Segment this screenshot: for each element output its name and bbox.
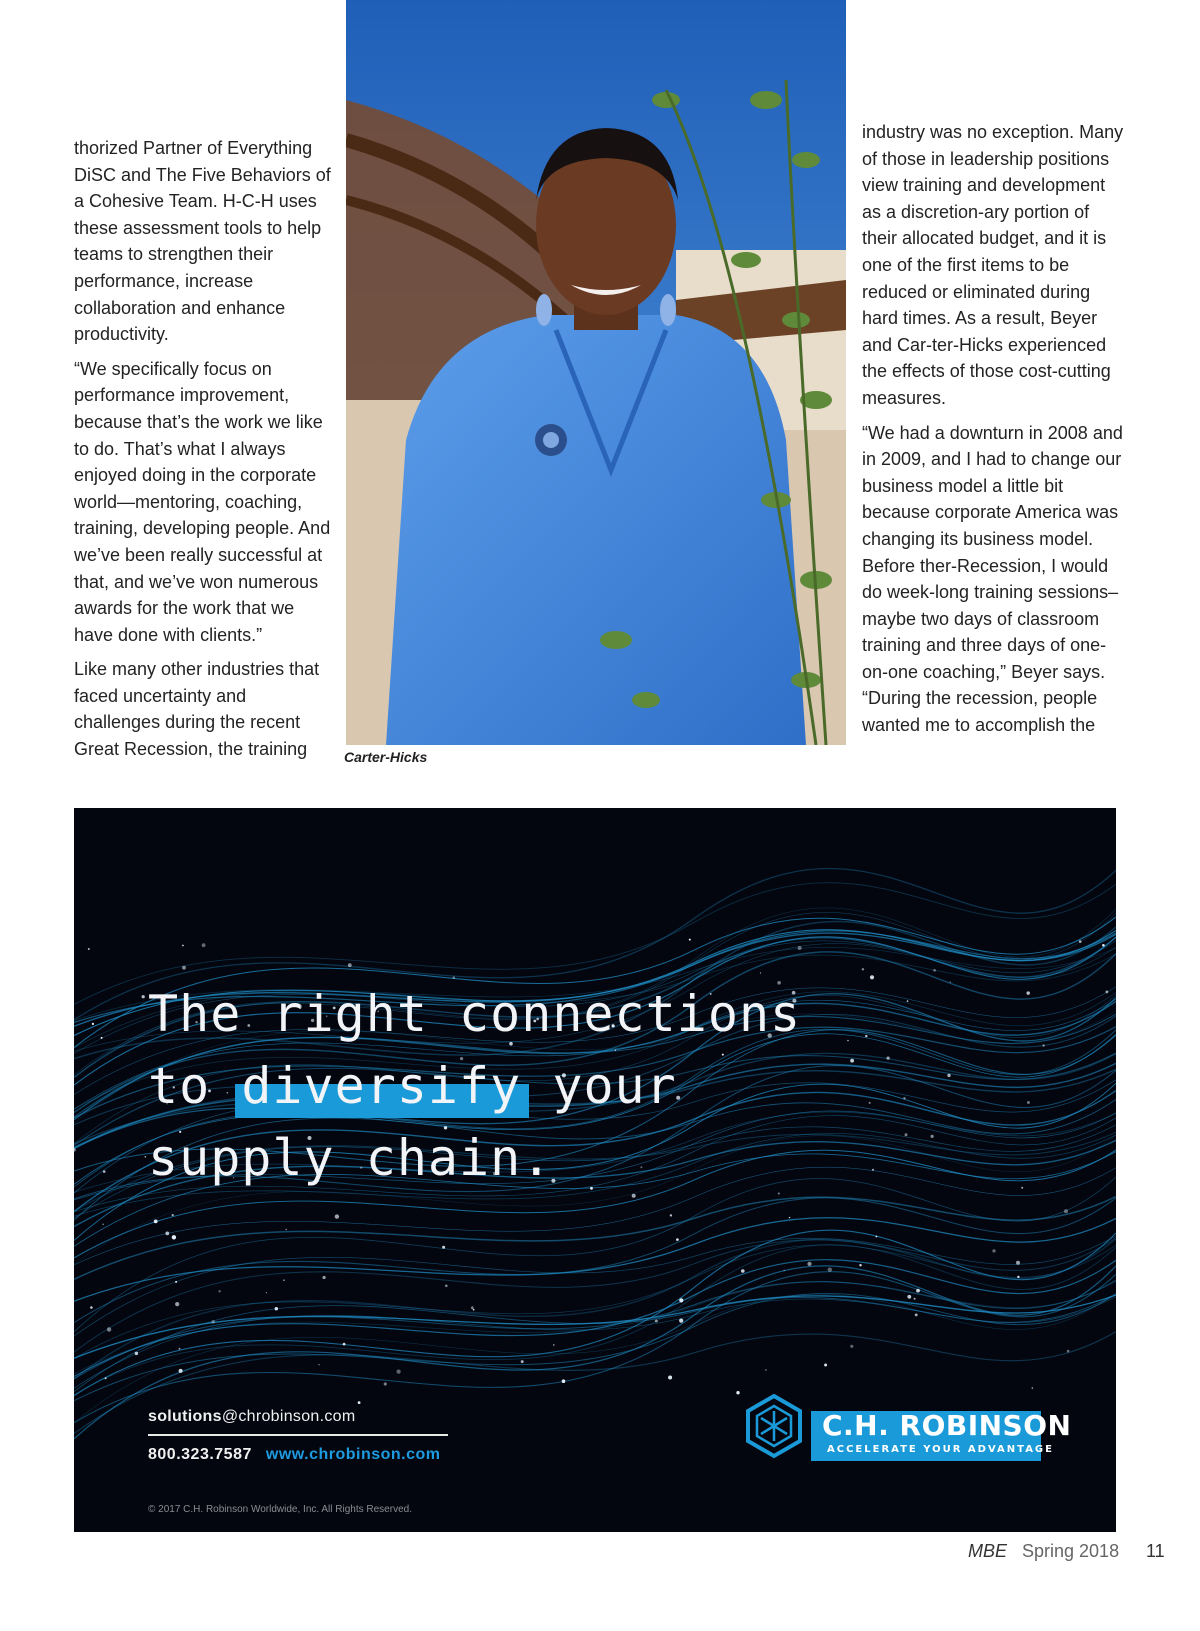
phone-number: 800.323.7587 bbox=[148, 1446, 252, 1463]
article-left-column bbox=[74, 135, 334, 771]
contact-divider bbox=[148, 1434, 448, 1436]
chrobinson-logo-icon bbox=[744, 1393, 804, 1459]
chrobinson-advertisement bbox=[74, 808, 1116, 1532]
headline-line-2 bbox=[148, 1050, 801, 1122]
ad-contact bbox=[148, 1408, 448, 1464]
magazine-name: MBE bbox=[968, 1541, 1008, 1561]
email-domain: @chrobinson.com bbox=[221, 1408, 356, 1425]
ad-copyright: © 2017 C.H. Robinson Worldwide, Inc. All Rights Reserved. bbox=[148, 1504, 412, 1515]
headline-text: to bbox=[148, 1057, 242, 1115]
issue-label: Spring 2018 bbox=[1022, 1541, 1120, 1561]
contact-row bbox=[148, 1446, 448, 1464]
footer-page-number: 11 bbox=[1146, 1541, 1165, 1561]
footer-issue bbox=[1022, 1541, 1119, 1562]
article-paragraph: thorized Partner of Everything DiSC and The Five Behaviors of a Cohesive Team. H-C-H uses these assessment tools to help teams to strengthen their performance, increase collaboration and enhance productivity. bbox=[74, 138, 331, 345]
website-link[interactable]: www.chrobinson.com bbox=[265, 1446, 441, 1463]
article-paragraph: “We had a downturn in 2008 and in 2009, and I had to change our business model a little bit because corporate America was changing its business model. Before ther-Recession, I would do week-long training sessions–maybe two days of classroom training and three days of one-on-one coaching,” Beyer says. “During the recession, people wanted me to accomplish the bbox=[862, 422, 1123, 736]
brand-name: C.H. ROBINSON bbox=[822, 1409, 1072, 1442]
email-link[interactable] bbox=[148, 1408, 448, 1426]
portrait-photo bbox=[346, 0, 846, 745]
article-paragraph: industry was no exception. Many of those in leadership positions view training and development as a discretion-ary portion of their allocated budget, and it is one of the first items to be reduced or eliminated during hard times. As a result, Beyer and Car-ter-Hicks experienced the effects of those cost-cutting measures. bbox=[862, 122, 1124, 408]
headline-line-1: The right connections bbox=[148, 985, 802, 1043]
article-paragraph: “We specifically focus on performance improvement, because that’s the work we like to do. That’s what I always enjoyed doing in the corporate world—mentoring, coaching, training, developing people. And we’ve been really successful at that, and we’ve won numerous awards for the work that we have done with clients.” bbox=[74, 358, 331, 645]
article-paragraph: Like many other industries that faced uncertainty and challenges during the recent Great Recession, the training bbox=[74, 659, 320, 760]
brand-tagline: ACCELERATE YOUR ADVANTAGE bbox=[827, 1444, 1054, 1455]
headline-line-3: supply chain. bbox=[148, 1129, 553, 1187]
photo-caption: Carter-Hicks bbox=[344, 749, 428, 765]
footer-magazine bbox=[968, 1541, 1007, 1562]
headline-highlight: diversify bbox=[241, 1050, 521, 1122]
ad-headline bbox=[148, 978, 801, 1194]
article-right-column bbox=[862, 119, 1127, 747]
headline-text: your bbox=[521, 1057, 677, 1115]
email-user: solutions bbox=[148, 1408, 222, 1425]
